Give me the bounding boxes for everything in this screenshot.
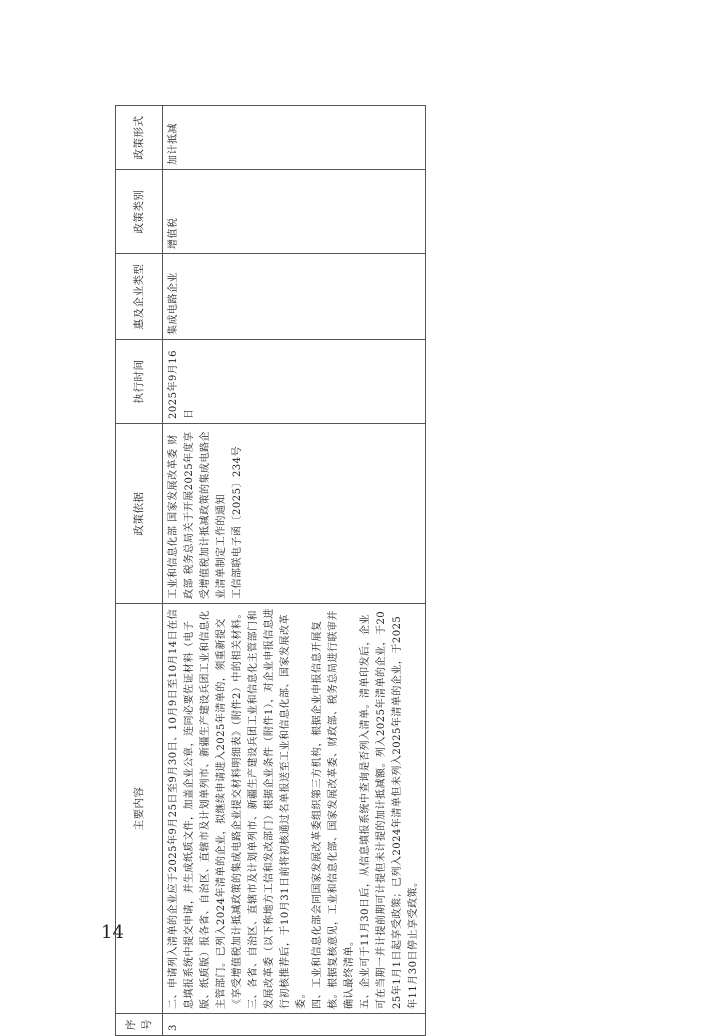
basis-doc-number: 工信部联电子函〔2025〕234号 [232, 445, 243, 599]
cell-time: 2025年9月16日 [163, 340, 426, 424]
header-time: 执行时间 [116, 340, 163, 424]
header-seq: 序号 [116, 1014, 163, 1036]
cell-category: 增值税 [163, 170, 426, 254]
page-number: 14 [101, 922, 124, 943]
content-paragraph-5: 五、企业可于11月30日后，从信息填报系统中查询是否列入清单。清单印发后，企业可在当期一并计提前期可计提但未计提的加计抵减额。列入2025年清单的企业，于2025年1月1日起享受政策；已列入2024年清单但未列入2025年清单的企业，于2025年11月30日停止享受政策。 [360, 610, 419, 1009]
header-basis: 政策依据 [116, 424, 163, 604]
header-content: 主要内容 [116, 604, 163, 1014]
cell-enterprise: 集成电路企业 [163, 254, 426, 340]
content-paragraph-3: 三、各省、自治区、直辖市及计划单列市、新疆生产建设兵团工业和信息化主管部门和发展改革委（以下称地方工信和发改部门）根据企业条件（附件1），对企业申报信息进行初核推荐后，于10月31日前将初核通过名单报送至工业和信息化部、国家发展改革委。 [248, 608, 307, 1009]
content-paragraph-2: 二、申请列入清单的企业应于2025年9月25日至9月30日、10月9日至10月14日在信息填报系统中提交申请，并生成纸质文件，加盖企业公章，连同必要佐证材料（电子版、纸质版）报各省、自治区、直辖市及计划单列市、新疆生产建设兵团工业和信息化主管部门。已列入2024年清单的企业，拟继续申请进入2025年清单的，须重新提交《享受增值税加计抵减政策的集成电路企业提交材料明细表》（附件2）中的相关材料。 [168, 608, 243, 1009]
table-header-row [116, 106, 163, 1036]
cell-basis [163, 424, 426, 604]
header-enterprise: 惠及企业类型 [116, 254, 163, 340]
header-category: 政策类别 [116, 170, 163, 254]
table-row [163, 106, 426, 1036]
cell-seq: 3 [163, 1014, 426, 1036]
rotated-page-content [115, 106, 589, 1036]
cell-content [163, 604, 426, 1014]
cell-form: 加计抵减 [163, 106, 426, 170]
content-paragraph-4: 四、工业和信息化部会同国家发展改革委组织第三方机构，根据企业申报信息开展复核。根据复核意见，工业和信息化部、国家发展改革委、财政部、税务总局进行联审并确认最终清单。 [312, 610, 355, 1009]
basis-title: 工业和信息化部 国家发展改革委 财政部 税务总局关于开展2025年度享受增值税加计抵减政策的集成电路企业清单制定工作的通知 [168, 431, 227, 599]
header-form: 政策形式 [116, 106, 163, 170]
policy-table [115, 105, 426, 1036]
